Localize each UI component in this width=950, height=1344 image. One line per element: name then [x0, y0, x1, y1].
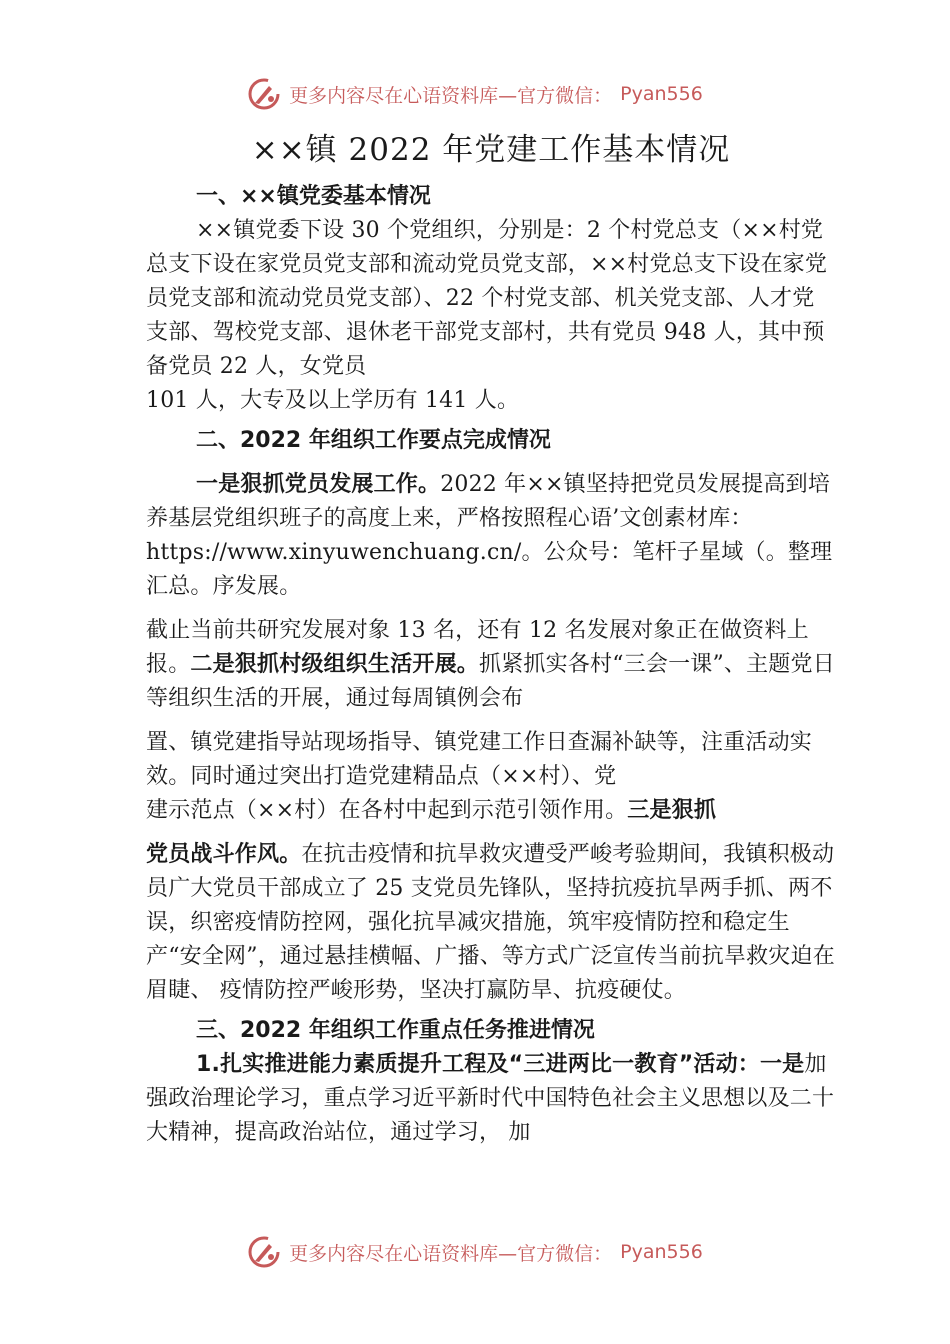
item-1-title: 1.扎实推进能力素质提升工程及“三进两比一教育”活动：一是 — [196, 1052, 805, 1077]
section-2-paragraph-2 — [146, 614, 836, 716]
point-3-title-end: 党员战斗作风。 — [146, 842, 302, 867]
point-1-text-cont: 截止当前共研究发展对象 13 名，还有 12 名发展对象正在做资料上报。 — [146, 618, 809, 677]
point-2-text-end: 建示范点（××村）在各村中起到示范引领作用。 — [146, 798, 628, 823]
section-3-heading: 三、2022 年组织工作重点任务推进情况 — [196, 1018, 595, 1043]
section-2-paragraph-4 — [146, 794, 836, 828]
section-1-paragraph: ××镇党委下设 30 个党组织，分别是：2 个村党总支（××村党总支下设在家党员党支部和流动党员党支部，××村党总支下设在家党员党支部和流动党员党支部）、22 个村党支部、机关党支部、人才党支部、驾校党支部、退休老干部党支部村，共有党员 948 人，其中预备党员 22 人，女党员 — [146, 218, 828, 379]
point-2-text-cont: 置、镇党建指导站现场指导、镇党建工作日查漏补缺等，注重活动实效。同时通过突出打造党建精品点（××村）、党 — [146, 730, 813, 789]
section-1-heading: 一、××镇党委基本情况 — [196, 184, 431, 209]
point-3-text: 在抗击疫情和抗旱救灾遭受严峻考验期间，我镇积极动员广大党员干部成立了 25 支党员先锋队，坚持抗疫抗旱两手抓、两不误，织密疫情防控网，强化抗旱减灾措施，筑牢疫情防控和稳定生产“安全网”，通过悬挂横幅、广播、等方式广泛宣传当前抗旱救灾迫在眉睫、 疫情防控严峻形势，坚决打赢防旱、抗疫硬仗。 — [146, 842, 835, 1003]
section-2-paragraph-1 — [146, 468, 836, 604]
document-title: ××镇 2022 年党建工作基本情况 — [251, 132, 731, 168]
point-2-text: 抓紧抓实各村“三会一课”、主题党日等组织生活的开展，通过每周镇例会布 — [146, 652, 835, 711]
point-2-title: 二是狠抓村级组织生活开展。 — [190, 652, 480, 677]
item-1-text: 加强政治理论学习，重点学习近平新时代中国特色社会主义思想以及二十大精神，提高政治站位，通过学习， 加 — [146, 1052, 835, 1145]
point-3-title-start: 三是狠抓 — [627, 798, 717, 823]
ink-brush-logo-icon — [247, 77, 281, 111]
banner-text: 更多内容尽在心语资料库—官方微信： — [289, 1242, 613, 1265]
banner-text: 更多内容尽在心语资料库—官方微信： — [289, 84, 613, 107]
point-1-text: 2022 年××镇坚持把党员发展提高到培养基层党组织班子的高度上来，严格按照程心语’文创素材库：https://www.xinyuwenchuang.cn/。公众号：笔杆子星域（。整理汇总。序发展。 — [146, 472, 833, 599]
section-2-paragraph-3 — [146, 726, 836, 794]
section-1-paragraph-continued: 101 人，大专及以上学历有 141 人。 — [146, 388, 520, 413]
footer-watermark-banner — [0, 1232, 950, 1272]
document-body — [146, 120, 836, 1150]
banner-wechat-id: Pyan556 — [620, 83, 703, 105]
section-3-paragraph-1 — [146, 1048, 836, 1150]
section-2-heading: 二、2022 年组织工作要点完成情况 — [196, 428, 551, 453]
header-watermark-banner — [0, 74, 950, 114]
banner-wechat-id: Pyan556 — [620, 1241, 703, 1263]
ink-brush-logo-icon — [247, 1235, 281, 1269]
section-2-paragraph-5 — [146, 838, 836, 1008]
point-1-title: 一是狠抓党员发展工作。 — [196, 472, 441, 497]
